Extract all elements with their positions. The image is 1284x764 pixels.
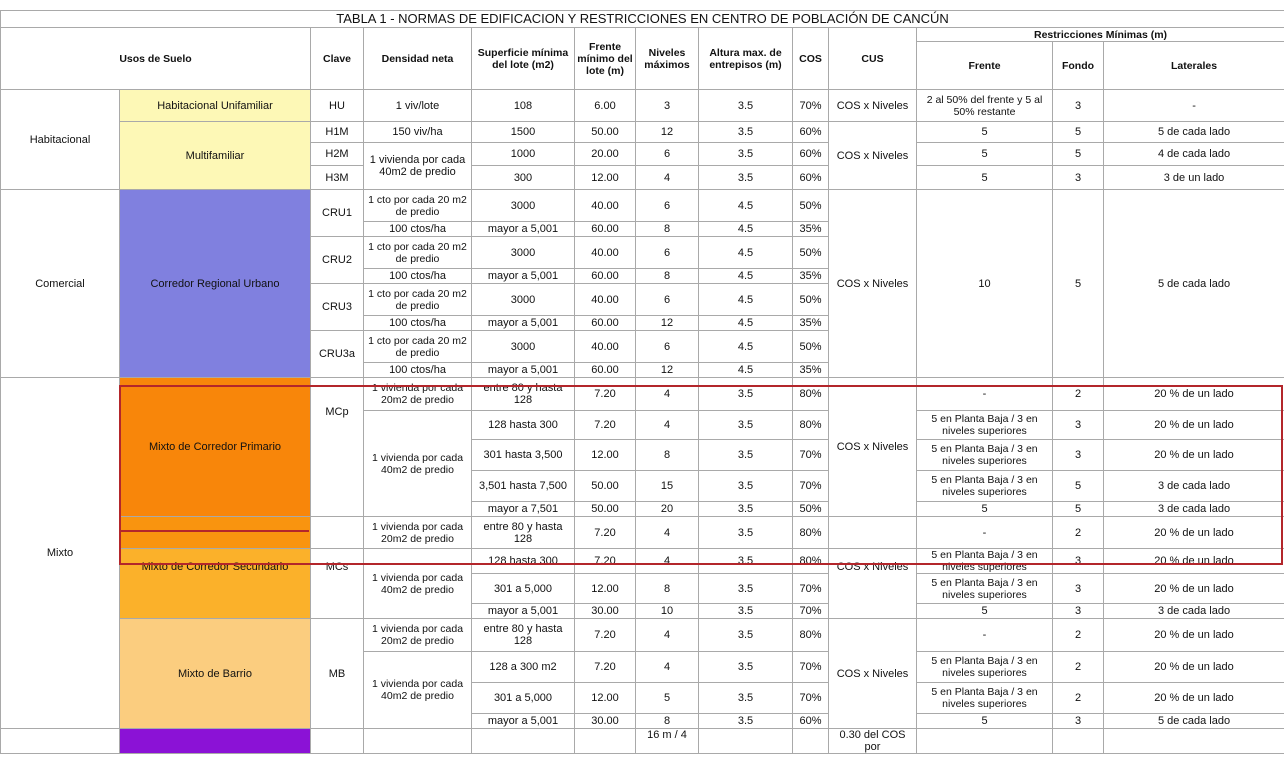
cell-clave: HU [311,90,364,122]
cell-frente-min: 7.20 [575,549,636,574]
cell-superficie: entre 80 y hasta 128 [472,517,575,549]
cell-fondo: 5 [1053,190,1104,378]
cell-superficie: 3000 [472,190,575,222]
cell-frente: 5 en Planta Baja / 3 en niveles superiores [917,549,1053,574]
cell-frente: 5 en Planta Baja / 3 en niveles superiores [917,652,1053,683]
category-mixto: Mixto [1,378,120,729]
cell-frente-min: 50.00 [575,122,636,143]
header-usos-de-suelo: Usos de Suelo [1,28,311,90]
cell-fondo: 3 [1053,440,1104,471]
cell-densidad: 1 vivienda por cada 40m2 de predio [364,549,472,619]
cell-densidad: 1 cto por cada 20 m2 de predio [364,190,472,222]
cell-niveles: 6 [636,143,699,166]
cell-clave: CRU3 [311,284,364,331]
cell-altura: 3.5 [699,574,793,604]
cell-frente-min: 12.00 [575,166,636,190]
cell-frente-min: 40.00 [575,237,636,269]
cell-fondo: 3 [1053,90,1104,122]
cell-densidad: 1 vivienda por cada 20m2 de predio [364,619,472,652]
cell-frente-min: 7.20 [575,411,636,440]
cell-superficie: 3,501 hasta 7,500 [472,471,575,502]
cell-frente: - [917,378,1053,411]
cell-niveles: 15 [636,471,699,502]
cell-frente-min: 30.00 [575,714,636,729]
cell-altura: 4.5 [699,190,793,222]
cell-cos: 60% [793,143,829,166]
cell-clave: CRU2 [311,237,364,284]
cell-frente: 5 en Planta Baja / 3 en niveles superiores [917,574,1053,604]
cell-cos: 60% [793,714,829,729]
cell-fondo: 5 [1053,471,1104,502]
cell-superficie: 301 hasta 3,500 [472,440,575,471]
cell-densidad: 100 ctos/ha [364,363,472,378]
cell-laterales: 20 % de un lado [1104,440,1284,471]
cell-clave: CRU3a [311,331,364,378]
cell-frente-min: 60.00 [575,363,636,378]
cell-superficie: 3000 [472,284,575,316]
cell-altura: 4.5 [699,284,793,316]
cell-frente: 5 [917,122,1053,143]
cell-altura: 3.5 [699,166,793,190]
cell-frente-min: 7.20 [575,652,636,683]
cell-densidad: 1 vivienda por cada 40m2 de predio [364,411,472,517]
cell-superficie: 1500 [472,122,575,143]
cell-frente-min: 12.00 [575,574,636,604]
cell-superficie: mayor a 5,001 [472,363,575,378]
cell-superficie: 128 hasta 300 [472,549,575,574]
cell-frente: 5 [917,714,1053,729]
cell-superficie: 3000 [472,331,575,363]
cell-altura: 3.5 [699,90,793,122]
cell-frente-min: 12.00 [575,440,636,471]
cell-cos: 35% [793,222,829,237]
cell-laterales: 20 % de un lado [1104,652,1284,683]
cell-cos: 50% [793,284,829,316]
cell-frente-min: 60.00 [575,222,636,237]
cell-niveles: 8 [636,574,699,604]
cell-cus: 0.30 del COS por [829,729,917,754]
cell-fondo: 2 [1053,619,1104,652]
cell-densidad: 100 ctos/ha [364,222,472,237]
cell-altura: 4.5 [699,237,793,269]
cell-laterales: 5 de cada lado [1104,190,1284,378]
cell-superficie: mayor a 7,501 [472,502,575,517]
header-fondo: Fondo [1053,42,1104,90]
cell-frente-min: 6.00 [575,90,636,122]
cell-niveles: 4 [636,166,699,190]
header-frente-minimo: Frente mínimo del lote (m) [575,28,636,90]
cell-niveles: 6 [636,331,699,363]
cell-superficie [472,729,575,754]
cell-clave [311,517,364,549]
cell-densidad: 1 vivienda por cada 20m2 de predio [364,517,472,549]
cell-clave: H1M [311,122,364,143]
cell-fondo: 3 [1053,604,1104,619]
cell-cus: COS x Niveles [829,190,917,378]
cell-category [1,729,120,754]
cell-niveles: 5 [636,683,699,714]
subcategory-mcs: Mixto de Corredor Secundario [120,549,311,619]
cell-laterales: 3 de cada lado [1104,502,1284,517]
cell-superficie: mayor a 5,001 [472,316,575,331]
cell-clave: MCs [311,549,364,619]
cell-niveles: 12 [636,122,699,143]
cell-altura: 4.5 [699,269,793,284]
cell-cos: 70% [793,440,829,471]
cell-frente-min [575,729,636,754]
cell-superficie: 108 [472,90,575,122]
cell-superficie: 300 [472,166,575,190]
cell-cos: 80% [793,411,829,440]
cell-cos: 50% [793,502,829,517]
cell-frente: - [917,517,1053,549]
table-row [1,619,1284,652]
cell-altura: 3.5 [699,619,793,652]
cell-altura: 3.5 [699,440,793,471]
cell-niveles: 16 m / 4 [636,729,699,754]
cell-cus: COS x Niveles [829,90,917,122]
cell-niveles: 6 [636,190,699,222]
cell-cos: 50% [793,237,829,269]
cell-clave [311,729,364,754]
cell-frente: 5 en Planta Baja / 3 en niveles superiores [917,471,1053,502]
header-superficie: Superficie mínima del lote (m2) [472,28,575,90]
cell-laterales: 3 de cada lado [1104,471,1284,502]
cell-altura: 3.5 [699,471,793,502]
cell-superficie: 301 a 5,000 [472,683,575,714]
cell-fondo: 3 [1053,574,1104,604]
cell-laterales: 5 de cada lado [1104,714,1284,729]
cell-cos: 35% [793,316,829,331]
cell-fondo: 2 [1053,683,1104,714]
subcategory-next [120,729,311,754]
cell-niveles: 10 [636,604,699,619]
cell-altura: 3.5 [699,378,793,411]
cell-niveles: 4 [636,619,699,652]
header-laterales: Laterales [1104,42,1284,90]
header-niveles: Niveles máximos [636,28,699,90]
cell-frente-min: 40.00 [575,190,636,222]
cell-clave: MCp [311,378,364,517]
category-comercial: Comercial [1,190,120,378]
cell-fondo: 5 [1053,122,1104,143]
cell-cos: 70% [793,471,829,502]
cell-superficie: 128 hasta 300 [472,411,575,440]
cell-frente-min: 60.00 [575,269,636,284]
cell-superficie: entre 80 y hasta 128 [472,619,575,652]
cell-frente-min: 12.00 [575,683,636,714]
cell-laterales: 20 % de un lado [1104,517,1284,549]
cell-frente: 5 en Planta Baja / 3 en niveles superiores [917,411,1053,440]
cell-cos: 50% [793,190,829,222]
cell-cus: COS x Niveles [829,549,917,619]
table-row [1,122,1284,143]
cell-niveles: 8 [636,714,699,729]
cell-frente: 5 [917,502,1053,517]
cell-frente-min: 7.20 [575,619,636,652]
cell-cus [829,517,917,549]
cell-cos: 70% [793,574,829,604]
cell-laterales: 5 de cada lado [1104,122,1284,143]
cell-fondo: 2 [1053,378,1104,411]
cell-frente-min: 50.00 [575,471,636,502]
cell-laterales: 4 de cada lado [1104,143,1284,166]
cell-superficie: 301 a 5,000 [472,574,575,604]
cell-laterales: 20 % de un lado [1104,411,1284,440]
cell-niveles: 12 [636,316,699,331]
subcategory-mcp: Mixto de Corredor Primario [120,378,311,517]
cell-altura [699,729,793,754]
cell-laterales: 3 de un lado [1104,166,1284,190]
cell-altura: 4.5 [699,222,793,237]
cell-frente-min: 7.20 [575,378,636,411]
cell-frente-min: 40.00 [575,331,636,363]
cell-superficie: entre 80 y hasta 128 [472,378,575,411]
cell-cos: 35% [793,269,829,284]
cell-cos: 60% [793,122,829,143]
cell-cus: COS x Niveles [829,619,917,729]
cell-cus: COS x Niveles [829,378,917,517]
cell-cos: 35% [793,363,829,378]
cell-cos: 70% [793,90,829,122]
table-row [1,549,1284,574]
cell-superficie: 128 a 300 m2 [472,652,575,683]
cell-niveles: 6 [636,284,699,316]
cell-frente: 2 al 50% del frente y 5 al 50% restante [917,90,1053,122]
cell-niveles: 4 [636,652,699,683]
cell-densidad: 1 cto por cada 20 m2 de predio [364,284,472,316]
cell-cos: 80% [793,517,829,549]
cell-frente-min: 50.00 [575,502,636,517]
cell-altura: 3.5 [699,517,793,549]
header-densidad-neta: Densidad neta [364,28,472,90]
cell-frente: 10 [917,190,1053,378]
subcategory-multifamiliar: Multifamiliar [120,122,311,190]
table-row [1,729,1284,754]
header-altura: Altura max. de entrepisos (m) [699,28,793,90]
subcategory-hu: Habitacional Unifamiliar [120,90,311,122]
cell-fondo: 3 [1053,549,1104,574]
cell-altura: 3.5 [699,143,793,166]
cell-laterales: 20 % de un lado [1104,378,1284,411]
cell-laterales: 20 % de un lado [1104,619,1284,652]
cell-altura: 3.5 [699,502,793,517]
header-frente: Frente [917,42,1053,90]
table-row [1,190,1284,222]
cell-niveles: 8 [636,222,699,237]
cell-frente: 5 [917,604,1053,619]
header-cus: CUS [829,28,917,90]
cell-laterales [1104,729,1284,754]
cell-densidad: 100 ctos/ha [364,269,472,284]
cell-densidad: 150 viv/ha [364,122,472,143]
cell-superficie: mayor a 5,001 [472,714,575,729]
cell-laterales: 3 de cada lado [1104,604,1284,619]
cell-densidad: 100 ctos/ha [364,316,472,331]
cell-cos: 70% [793,652,829,683]
cell-fondo: 2 [1053,652,1104,683]
header-cos: COS [793,28,829,90]
cell-fondo: 5 [1053,502,1104,517]
cell-superficie: mayor a 5,001 [472,269,575,284]
cell-frente-min: 60.00 [575,316,636,331]
cell-niveles: 4 [636,411,699,440]
table-title: TABLA 1 - NORMAS DE EDIFICACION Y RESTRICCIONES EN CENTRO DE POBLACIÓN DE CANCÚN [1,11,1284,28]
cell-frente [917,729,1053,754]
cell-laterales: 20 % de un lado [1104,574,1284,604]
cell-frente: 5 en Planta Baja / 3 en niveles superiores [917,683,1053,714]
norms-table [0,10,1284,754]
cell-cos: 80% [793,378,829,411]
header-restricciones: Restricciones Mínimas (m) [917,28,1284,42]
cell-cus: COS x Niveles [829,122,917,190]
cell-cos: 50% [793,331,829,363]
cell-cos: 80% [793,549,829,574]
table-row [1,90,1284,122]
cell-densidad: 1 vivienda por cada 20m2 de predio [364,378,472,411]
cell-altura: 3.5 [699,122,793,143]
cell-fondo: 5 [1053,143,1104,166]
cell-cos: 70% [793,604,829,619]
cell-fondo: 2 [1053,517,1104,549]
cell-cos: 70% [793,683,829,714]
cell-frente-min: 40.00 [575,284,636,316]
cell-altura: 4.5 [699,363,793,378]
cell-frente: - [917,619,1053,652]
cell-niveles: 8 [636,440,699,471]
cell-laterales: - [1104,90,1284,122]
cell-altura: 4.5 [699,331,793,363]
cell-cos: 60% [793,166,829,190]
cell-densidad: 1 vivienda por cada 40m2 de predio [364,143,472,190]
cell-superficie: mayor a 5,001 [472,604,575,619]
header-clave: Clave [311,28,364,90]
cell-altura: 3.5 [699,652,793,683]
cell-cos [793,729,829,754]
cell-clave: MB [311,619,364,729]
cell-altura: 3.5 [699,549,793,574]
cell-altura: 3.5 [699,714,793,729]
cell-niveles: 4 [636,517,699,549]
cell-niveles: 3 [636,90,699,122]
subcategory-cru: Corredor Regional Urbano [120,190,311,378]
cell-fondo: 3 [1053,166,1104,190]
subcategory-mcp-extra [120,517,311,549]
subcategory-mb: Mixto de Barrio [120,619,311,729]
cell-niveles: 6 [636,237,699,269]
cell-niveles: 4 [636,549,699,574]
cell-laterales: 20 % de un lado [1104,683,1284,714]
cell-clave: H3M [311,166,364,190]
cell-clave: H2M [311,143,364,166]
cell-densidad [364,729,472,754]
cell-fondo [1053,729,1104,754]
table-row [1,378,1284,411]
cell-frente-min: 30.00 [575,604,636,619]
cell-niveles: 4 [636,378,699,411]
cell-superficie: mayor a 5,001 [472,222,575,237]
cell-niveles: 12 [636,363,699,378]
cell-altura: 4.5 [699,316,793,331]
cell-frente: 5 [917,166,1053,190]
cell-cos: 80% [793,619,829,652]
cell-superficie: 3000 [472,237,575,269]
cell-frente-min: 20.00 [575,143,636,166]
cell-frente-min: 7.20 [575,517,636,549]
cell-niveles: 8 [636,269,699,284]
cell-laterales: 20 % de un lado [1104,549,1284,574]
cell-fondo: 3 [1053,714,1104,729]
category-habitacional: Habitacional [1,90,120,190]
cell-niveles: 20 [636,502,699,517]
table-row [1,517,1284,549]
cell-fondo: 3 [1053,411,1104,440]
cell-altura: 3.5 [699,604,793,619]
cell-frente: 5 [917,143,1053,166]
cell-densidad: 1 viv/lote [364,90,472,122]
cell-altura: 3.5 [699,683,793,714]
cell-densidad: 1 cto por cada 20 m2 de predio [364,331,472,363]
cell-altura: 3.5 [699,411,793,440]
cell-densidad: 1 vivienda por cada 40m2 de predio [364,652,472,729]
cell-frente: 5 en Planta Baja / 3 en niveles superiores [917,440,1053,471]
cell-superficie: 1000 [472,143,575,166]
cell-densidad: 1 cto por cada 20 m2 de predio [364,237,472,269]
cell-clave: CRU1 [311,190,364,237]
